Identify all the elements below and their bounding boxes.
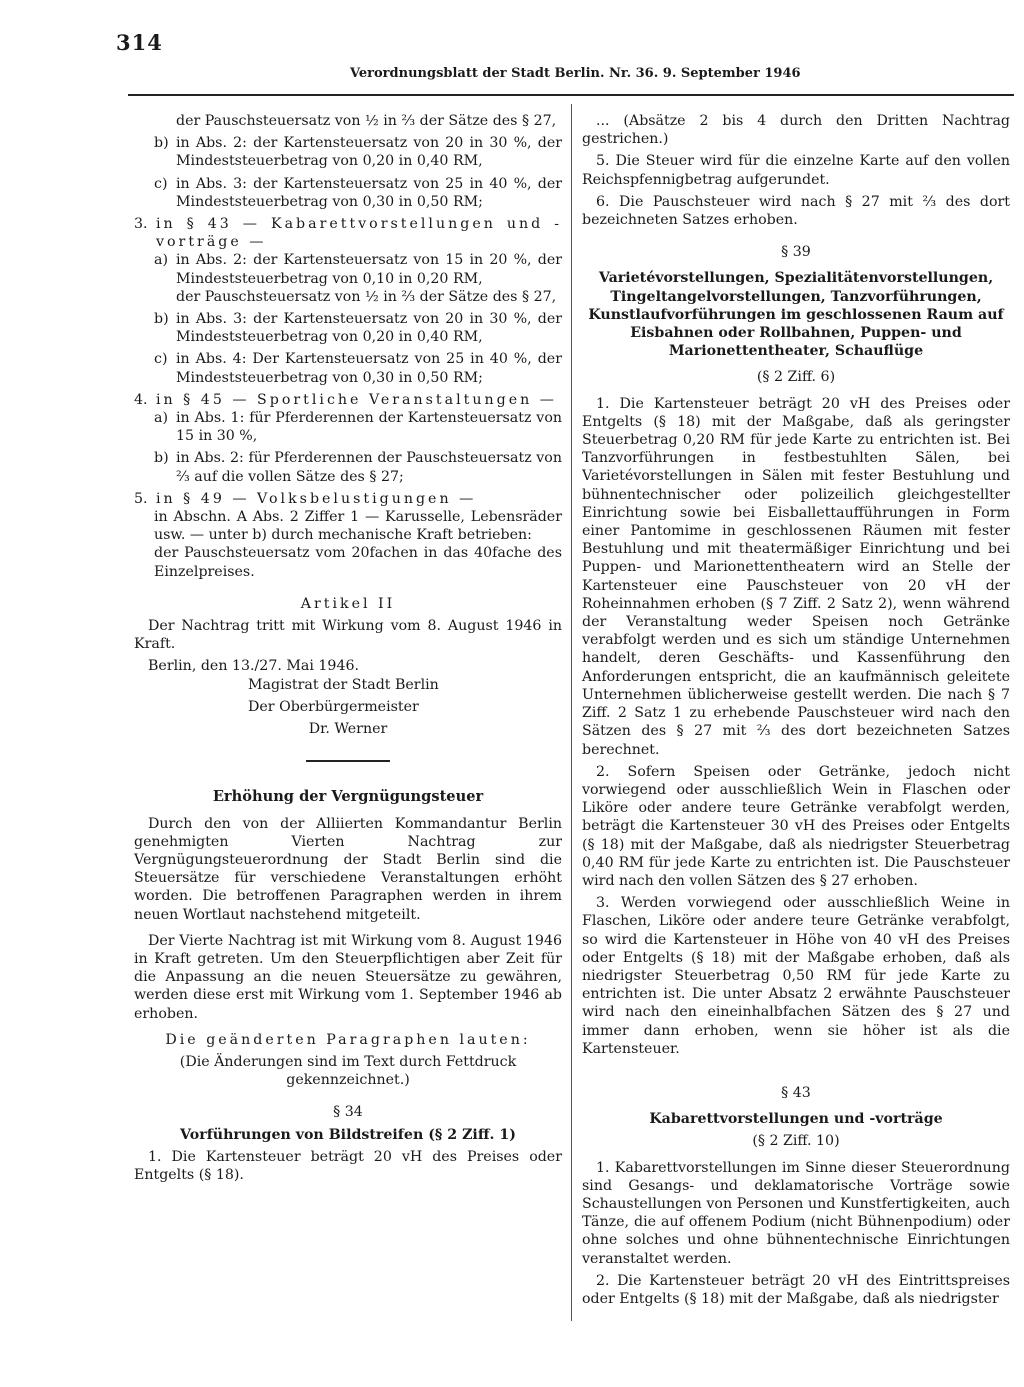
list-marker: 3. — [134, 216, 148, 233]
paragraph-heading: Die geänderten Paragraphen lauten: — [165, 1031, 531, 1048]
column-divider — [571, 104, 572, 1321]
date-line: Berlin, den 13./27. Mai 1946. — [148, 658, 360, 675]
section-divider — [306, 760, 390, 762]
list-marker: 4. — [134, 391, 148, 408]
list-text: in Abschn. A Abs. 2 Ziffer 1 — Karusselle, Lebensräder usw. — unter b) durch mechanische Kraft betrieben: — [154, 509, 562, 544]
page-number: 314 — [116, 30, 163, 55]
list-marker: a) — [154, 252, 168, 269]
list-item — [134, 490, 562, 508]
paragraph: 1. Die Kartensteuer beträgt 20 vH des Preises oder Entgelts (§ 18). — [134, 1148, 562, 1183]
article-heading: Artikel II — [300, 595, 396, 612]
list-item — [134, 391, 562, 409]
section-title: Vorführungen von Bildstreifen (§ 2 Ziff. 1) — [180, 1126, 516, 1143]
list-item — [134, 134, 562, 170]
paragraph: 6. Die Pauschsteuer wird nach § 27 mit ⅔ des dort bezeichneten Satzes erhoben. — [582, 193, 1010, 229]
list-text: der Pauschsteuersatz vom 20fachen in das 40fache des Einzelpreises. — [154, 545, 562, 580]
paragraph: 5. Die Steuer wird für die einzelne Karte auf den vollen Reichspfennigbetrag aufgerundet. — [582, 153, 1010, 188]
list-item — [134, 251, 562, 287]
section-title: Varietévorstellungen, Spezialitätenvorstellungen, Tingeltangelvorstellungen, Tanzvorführungen, Kunstlaufvorführungen im geschlossenen Raum auf Eisbahnen oder Rollbahnen, Puppen- und Marionettentheater, Schauflüge — [588, 270, 1004, 360]
section-reference: (§ 2 Ziff. 10) — [752, 1133, 840, 1150]
list-item — [134, 175, 562, 211]
list-item — [134, 409, 562, 445]
right-column — [582, 112, 1010, 1308]
list-item — [134, 350, 562, 386]
signature-line: Der Oberbürgermeister — [248, 698, 419, 715]
section-title: Kabarettvorstellungen und -vorträge — [649, 1111, 943, 1128]
list-marker: c) — [154, 351, 168, 368]
paragraph: 2. Die Kartensteuer beträgt 20 vH des Eintrittspreises oder Entgelts (§ 18) mit der Maßgabe, daß als niedrigster — [582, 1272, 1010, 1307]
list-item — [134, 215, 562, 251]
paragraph: 1. Die Kartensteuer beträgt 20 vH des Preises oder Entgelts (§ 18) mit der Maßgabe, daß als geringster Steuerbetrag 0,20 RM für jede Karte zu entrichten ist. Bei Tanzvorführungen in festbestuhlten Sälen, bei Varietévorstellungen in Sälen mit fester Bestuhlung und bühnentechnischer oder polizeilich gleichgestellter Einrichtung sowie bei Eisballettaufführungen in Form einer Pantomime in geschlossenen Räumen mit fester Bestuhlung und mit theatermäßiger Einrichtung und bei Puppen- und Marionettentheatern wird an Stelle der Kartensteuer eine Pauschsteuer von 20 vH der Roheinnahmen erhoben (§ 7 Ziff. 2 Satz 2), wenn während der Veranstaltung weder Speisen noch Getränke verabfolgt werden und es sich um ständige Unternehmen handelt, deren Geschäfts- und Kassenführung den Anforderungen entspricht, die an kaufmännisch geleitete Unternehmen üblicherweise gestellt werden. Die nach § 7 Ziff. 2 Satz 1 zu erhebende Pauschsteuer wird nach den Sätzen des § 27 mit ⅔ des dort bezeichneten Satzes berechnet. — [582, 395, 1010, 758]
list-text: in Abs. 2: der Kartensteuersatz von 15 in 20 %, der Mindeststeuerbetrag von 0,10 in 0,20 RM, — [176, 252, 562, 287]
list-item — [134, 449, 562, 485]
running-header: Verordnungsblatt der Stadt Berlin. Nr. 36. 9. September 1946 — [350, 66, 801, 81]
paragraph: 1. Kabarettvorstellungen im Sinne dieser Steuerordnung sind Gesangs- und deklamatorische Vorträge sowie Schaustellungen von Personen und Kunstfertigkeiten, auch Tänze, die auf offenem Podium (nicht Bühnenpodium) oder ohne solches und ohne bühnentechnische Einrichtungen veranstaltet werden. — [582, 1159, 1010, 1267]
left-column — [134, 112, 562, 1184]
list-marker: c) — [154, 175, 168, 192]
paragraph: ... (Absätze 2 bis 4 durch den Dritten Nachtrag gestrichen.) — [582, 113, 1010, 148]
section-number: § 34 — [333, 1104, 363, 1121]
list-heading: in § 49 — Volksbelustigungen — — [156, 490, 477, 507]
list-text: in Abs. 1: für Pferderennen der Kartensteuersatz von 15 in 30 %, — [176, 410, 562, 445]
section-reference: (§ 2 Ziff. 6) — [756, 369, 836, 386]
list-text: in Abs. 2: für Pferderennen der Pauschsteuersatz von ⅔ auf die vollen Sätze des § 27; — [176, 450, 562, 485]
header-rule — [128, 94, 1014, 96]
section-number: § 43 — [781, 1084, 811, 1101]
list-marker: b) — [154, 135, 169, 152]
list-marker: b) — [154, 450, 169, 467]
list-marker: b) — [154, 311, 169, 328]
paragraph: Der Vierte Nachtrag ist mit Wirkung vom 8. August 1946 in Kraft getreten. Um den Steuerpflichtigen aber Zeit für die Anpassung an die neuen Steuersätze zu gewähren, werden diese erst mit Wirkung vom 1. September 1946 ab erhoben. — [134, 932, 562, 1022]
section-title: Erhöhung der Vergnügungsteuer — [212, 788, 484, 806]
list-marker: 5. — [134, 490, 148, 507]
list-heading: in § 45 — Sportliche Veranstaltungen — — [156, 391, 557, 408]
list-text: der Pauschsteuersatz von ½ in ⅔ der Sätze des § 27, — [176, 288, 557, 305]
list-text: in Abs. 3: der Kartensteuersatz von 25 in 40 %, der Mindeststeuerbetrag von 0,30 in 0,50 RM; — [176, 175, 562, 210]
list-heading: in § 43 — Kabarettvorstellungen und -vorträge — — [156, 216, 562, 251]
note: (Die Änderungen sind im Text durch Fettdruck gekennzeichnet.) — [179, 1053, 517, 1089]
list-text: in Abs. 4: Der Kartensteuersatz von 25 in 40 %, der Mindeststeuerbetrag von 0,30 in 0,50 RM; — [176, 351, 562, 386]
paragraph: Durch den von der Alliierten Kommandantur Berlin genehmigten Vierten Nachtrag zur Vergnügungsteuerordnung der Stadt Berlin sind die Steuersätze für verschiedene Veranstaltungen erhöht worden. Die betroffenen Paragraphen werden in ihrem neuen Wortlaut nachstehend mitgeteilt. — [134, 815, 562, 923]
paragraph: 2. Sofern Speisen oder Getränke, jedoch nicht vorwiegend oder ausschließlich Wein in Flaschen oder Liköre oder andere teure Getränke verabfolgt werden, beträgt die Kartensteuer 30 vH des Preises oder Entgelts (§ 18) mit der Maßgabe, daß als niedrigster Steuerbetrag 0,40 RM für jede Karte zu entrichten ist. Die Pauschsteuer wird nach den vollen Sätzen des § 27 erhoben. — [582, 763, 1010, 889]
signature-name: Dr. Werner — [308, 721, 388, 738]
list-text: in Abs. 3: der Kartensteuersatz von 20 in 30 %, der Mindeststeuerbetrag von 0,20 in 0,40 RM, — [176, 311, 562, 346]
list-text: in Abs. 2: der Kartensteuersatz von 20 in 30 %, der Mindeststeuerbetrag von 0,20 in 0,40 RM, — [176, 135, 562, 170]
list-marker: a) — [154, 410, 168, 427]
paragraph: 3. Werden vorwiegend oder ausschließlich Weine in Flaschen, Liköre oder andere teure Getränke verabfolgt, so wird die Kartensteuer in Höhe von 40 vH des Preises oder Entgelts (§ 18) mit der Maßgabe erhoben, daß als niedrigster Steuerbetrag 0,50 RM für jede Karte zu entrichten ist. Die unter Absatz 2 erwähnte Pauschsteuer wird nach den eineinhalbfachen Sätzen des § 27 und immer dann erhoben, wenn sie höher ist als die Kartensteuer. — [582, 895, 1010, 1057]
list-item — [134, 310, 562, 346]
continued-clause: der Pauschsteuersatz von ½ in ⅔ der Sätze des § 27, — [176, 113, 557, 129]
section-number: § 39 — [781, 244, 811, 261]
paragraph: Der Nachtrag tritt mit Wirkung vom 8. August 1946 in Kraft. — [134, 618, 562, 653]
signature-line: Magistrat der Stadt Berlin — [248, 676, 439, 693]
